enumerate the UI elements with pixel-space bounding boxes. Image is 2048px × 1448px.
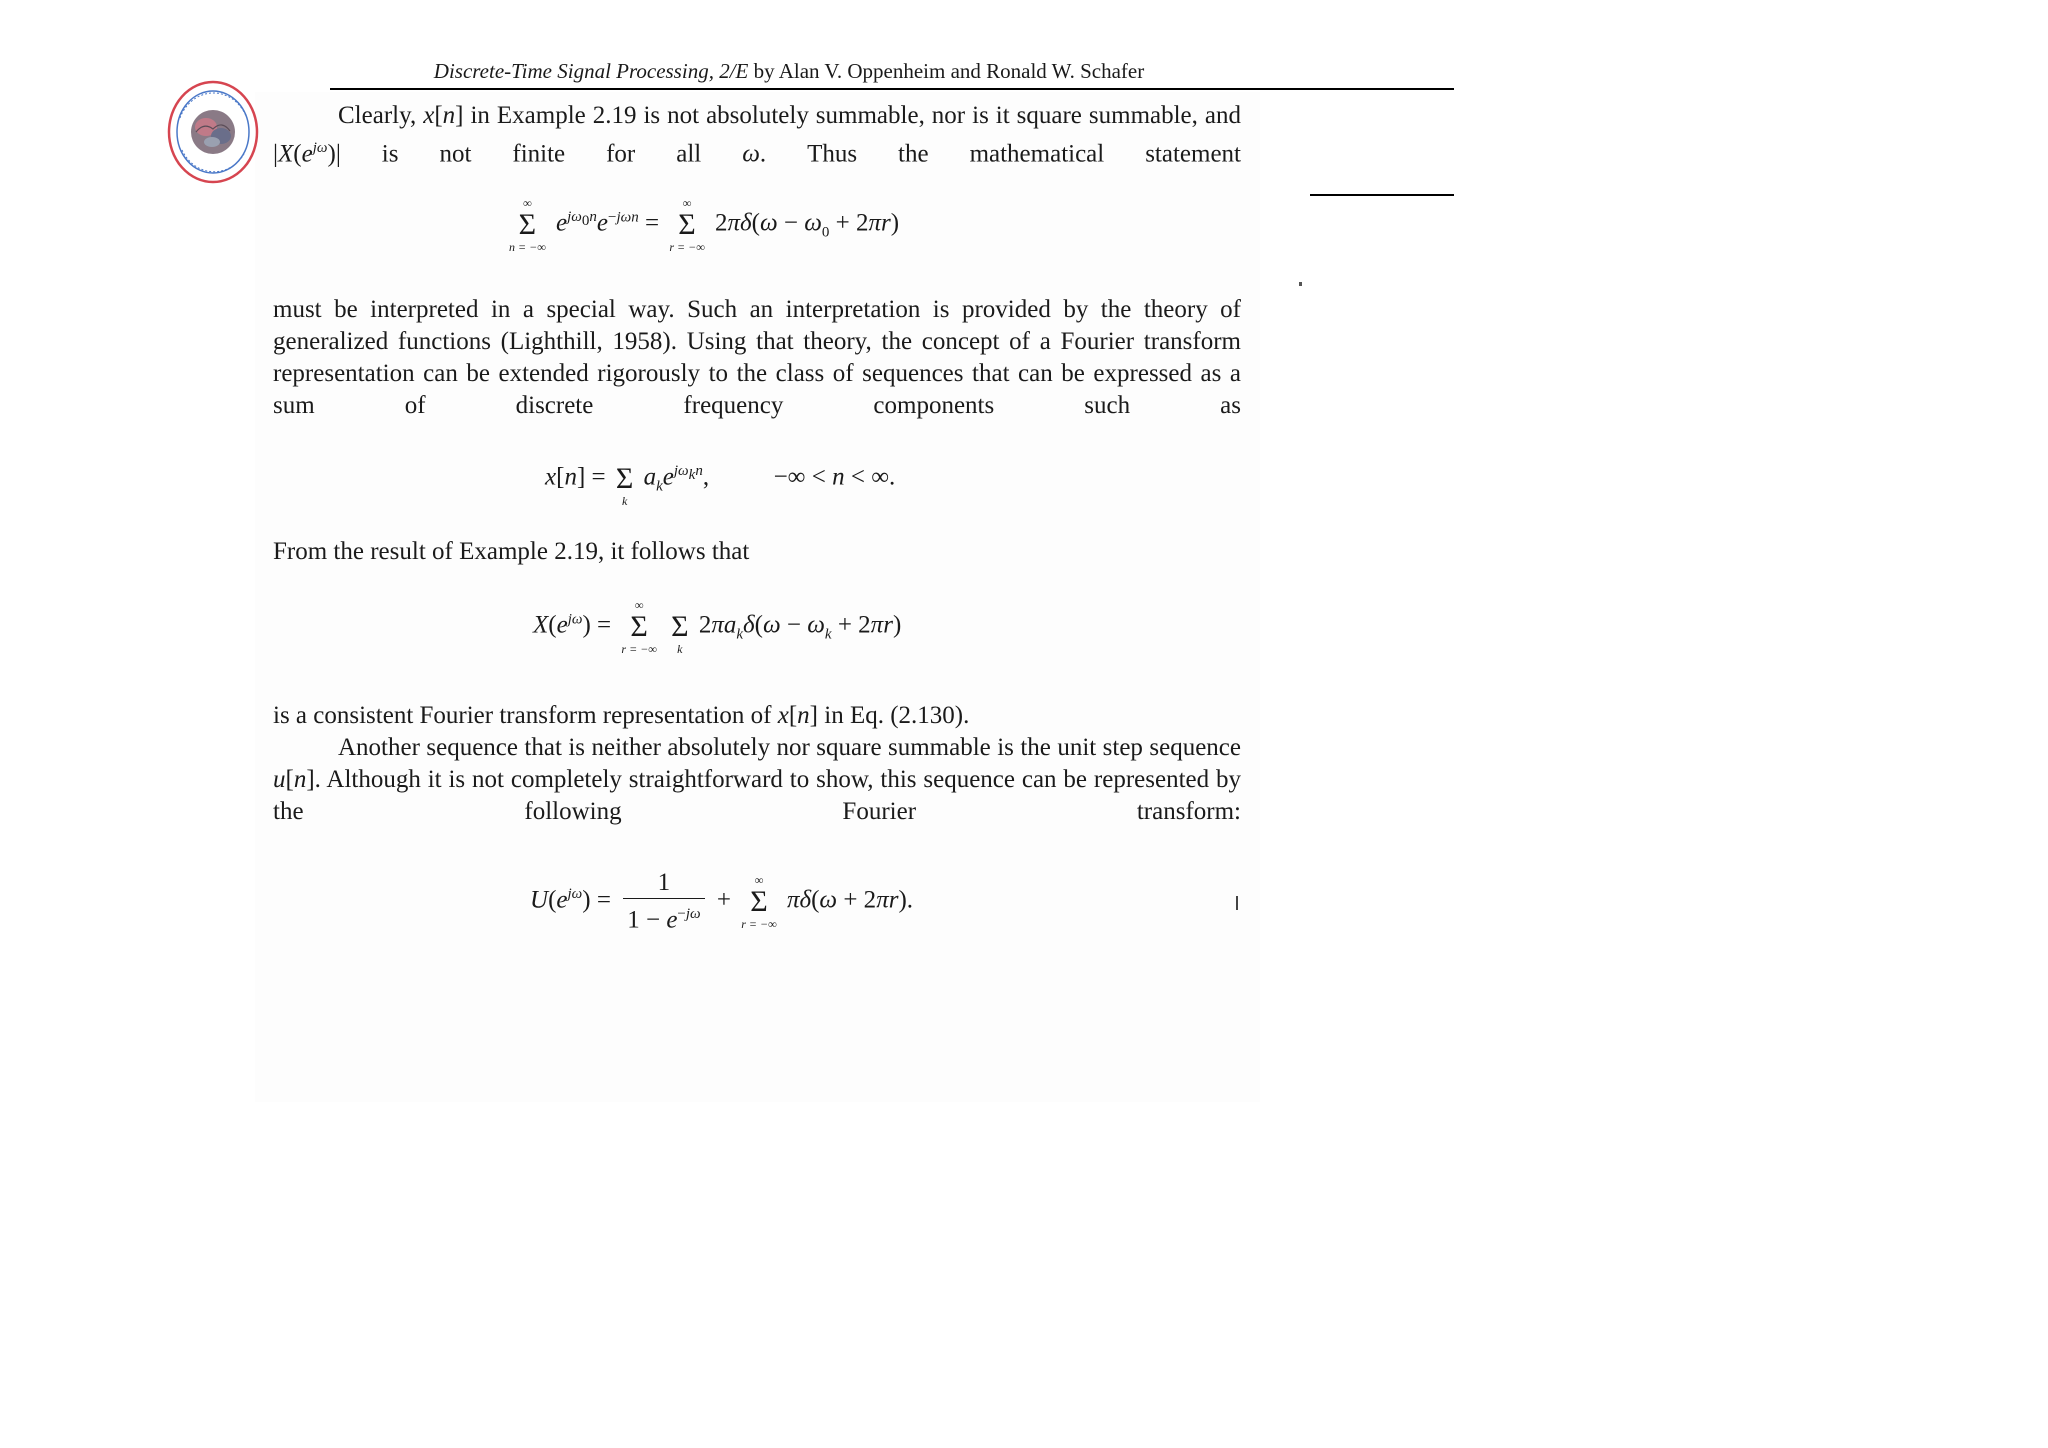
page-header: [330, 58, 1454, 84]
equation-3: $X(e^{j\omega})$ = ∞ Σ r = −∞ Σ k $2\pi a_k\delta(\omega - \omega_k + 2\pi r)$: [533, 598, 902, 656]
header-title-italic: Discrete-Time Signal Processing, 2/E: [433, 59, 749, 83]
paragraph-4: is a consistent Fourier transform representation of x[n] in Eq. (2.130).: [273, 702, 970, 729]
lab-logo-icon: [166, 78, 260, 186]
header-rule: [330, 88, 1454, 90]
equation-2: x[n] = Σ k $a_ke^{j\omega_kn}$, −∞ < n < ∞.: [545, 462, 896, 508]
paragraph-5: Another sequence that is neither absolutely nor square summable is the unit step sequence u[n]. Although it is not completely straightforward to show, this sequence can be represented by the following Fourier transform:: [273, 734, 1241, 825]
scan-mark: [1236, 896, 1238, 910]
equation-4: $U(e^{j\omega})$ = $\frac{1}{1 - e^{-j\omega}}$ + ∞ Σ r = −∞ πδ(ω + 2πr).: [530, 869, 914, 934]
header-title: [434, 58, 1144, 84]
header-title-rest: by Alan V. Oppenheim and Ronald W. Schafer: [748, 59, 1145, 83]
paragraph-3: From the result of Example 2.19, it follows that: [273, 538, 750, 565]
equation-1: ∞ Σ n = −∞ $e^{j\omega_0n}e^{-j\omega n}$ = ∞ Σ r = −∞ $2\pi\delta(\omega - \omega_0 + 2\pi r)$: [509, 196, 900, 254]
scan-dot: [1299, 282, 1302, 286]
side-rule: [1310, 194, 1454, 196]
paragraph-2: must be interpreted in a special way. Such an interpretation is provided by the theory of generalized functions (Lighthill, 1958). Using that theory, the concept of a Fourier transform representation can be extended rigorously to the class of sequences that can be expressed as a sum of discrete frequency components such as: [273, 296, 1241, 419]
paragraph-1: Clearly, x[n] in Example 2.19 is not absolutely summable, nor is it square summable, and $|X(e^{j\omega})|$ is not finite for all ω. Thus the mathematical statement: [273, 102, 1242, 168]
